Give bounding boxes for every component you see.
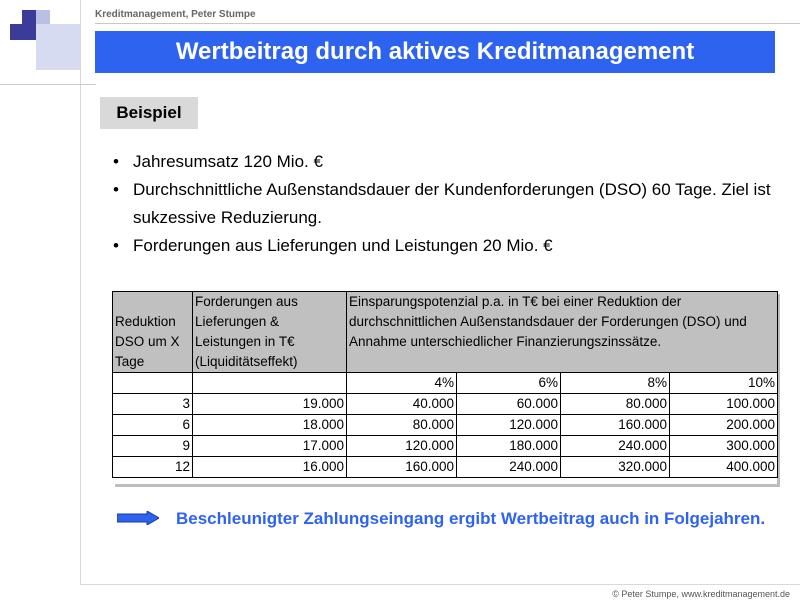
footer-copyright: © Peter Stumpe, www.kreditmanagement.de xyxy=(612,589,790,599)
rate-header: 6% xyxy=(457,373,561,394)
savings-table xyxy=(112,291,778,478)
table-header-row xyxy=(113,292,778,373)
table-cell: 16.000 xyxy=(193,457,347,478)
table-cell: 300.000 xyxy=(670,436,778,457)
table-rate-row xyxy=(113,373,778,394)
decor-square xyxy=(10,24,36,40)
table-cell: 160.000 xyxy=(561,415,670,436)
page-title: Wertbeitrag durch aktives Kreditmanagement xyxy=(175,38,695,65)
col-header-reduction: Reduktion DSO um X Tage xyxy=(113,292,193,373)
table-cell: 40.000 xyxy=(347,394,457,415)
table-cell: 6 xyxy=(113,415,193,436)
table-cell: 60.000 xyxy=(457,394,561,415)
table-row xyxy=(113,394,778,415)
table-cell: 80.000 xyxy=(561,394,670,415)
decor-horizontal-line xyxy=(0,84,96,85)
savings-table-wrapper xyxy=(112,291,777,484)
table-cell: 180.000 xyxy=(457,436,561,457)
bullet-item: • Forderungen aus Lieferungen und Leistungen 20 Mio. € xyxy=(113,232,773,260)
col-header-receivables: Forderungen aus Lieferungen & Leistungen in T€ (Liquiditätseffekt) xyxy=(193,292,347,373)
col-header-savings: Einsparungspotenzial p.a. in T€ bei einer Reduktion der durchschnittlichen Außenstandsdauer der Forderungen (DSO) und Annahme unterschiedlicher Finanzierungszinssätze. xyxy=(347,292,778,373)
table-cell: 17.000 xyxy=(193,436,347,457)
table-cell: 120.000 xyxy=(457,415,561,436)
table-cell xyxy=(193,373,347,394)
bullet-item: • Jahresumsatz 120 Mio. € xyxy=(113,148,773,176)
table-cell: 320.000 xyxy=(561,457,670,478)
rate-header: 10% xyxy=(670,373,778,394)
rate-header: 4% xyxy=(347,373,457,394)
section-badge: Beispiel xyxy=(100,97,198,129)
table-row xyxy=(113,415,778,436)
decor-square xyxy=(36,10,50,24)
header-divider xyxy=(95,23,800,24)
conclusion-text: Beschleunigter Zahlungseingang ergibt Wertbeitrag auch in Folgejahren. xyxy=(176,509,766,528)
table-cell: 9 xyxy=(113,436,193,457)
table-cell: 19.000 xyxy=(193,394,347,415)
table-cell: 120.000 xyxy=(347,436,457,457)
table-cell: 160.000 xyxy=(347,457,457,478)
bullet-item: • Durchschnittliche Außenstandsdauer der Kundenforderungen (DSO) 60 Tage. Ziel ist sukzessive Reduzierung. xyxy=(113,176,773,232)
decor-square xyxy=(22,10,36,24)
table-cell: 3 xyxy=(113,394,193,415)
table-cell: 400.000 xyxy=(670,457,778,478)
table-cell: 80.000 xyxy=(347,415,457,436)
bullet-list xyxy=(113,148,773,260)
table-row xyxy=(113,457,778,478)
title-bar xyxy=(95,31,775,73)
arrow-right-icon xyxy=(117,511,159,525)
table-cell: 12 xyxy=(113,457,193,478)
decor-vertical-line xyxy=(80,0,81,585)
rate-header: 8% xyxy=(561,373,670,394)
footer-divider xyxy=(80,584,800,585)
table-cell xyxy=(113,373,193,394)
decor-square xyxy=(36,24,80,70)
table-cell: 240.000 xyxy=(457,457,561,478)
table-cell: 200.000 xyxy=(670,415,778,436)
header-author: Kreditmanagement, Peter Stumpe xyxy=(95,9,256,20)
table-cell: 18.000 xyxy=(193,415,347,436)
table-row xyxy=(113,436,778,457)
table-cell: 100.000 xyxy=(670,394,778,415)
table-cell: 240.000 xyxy=(561,436,670,457)
